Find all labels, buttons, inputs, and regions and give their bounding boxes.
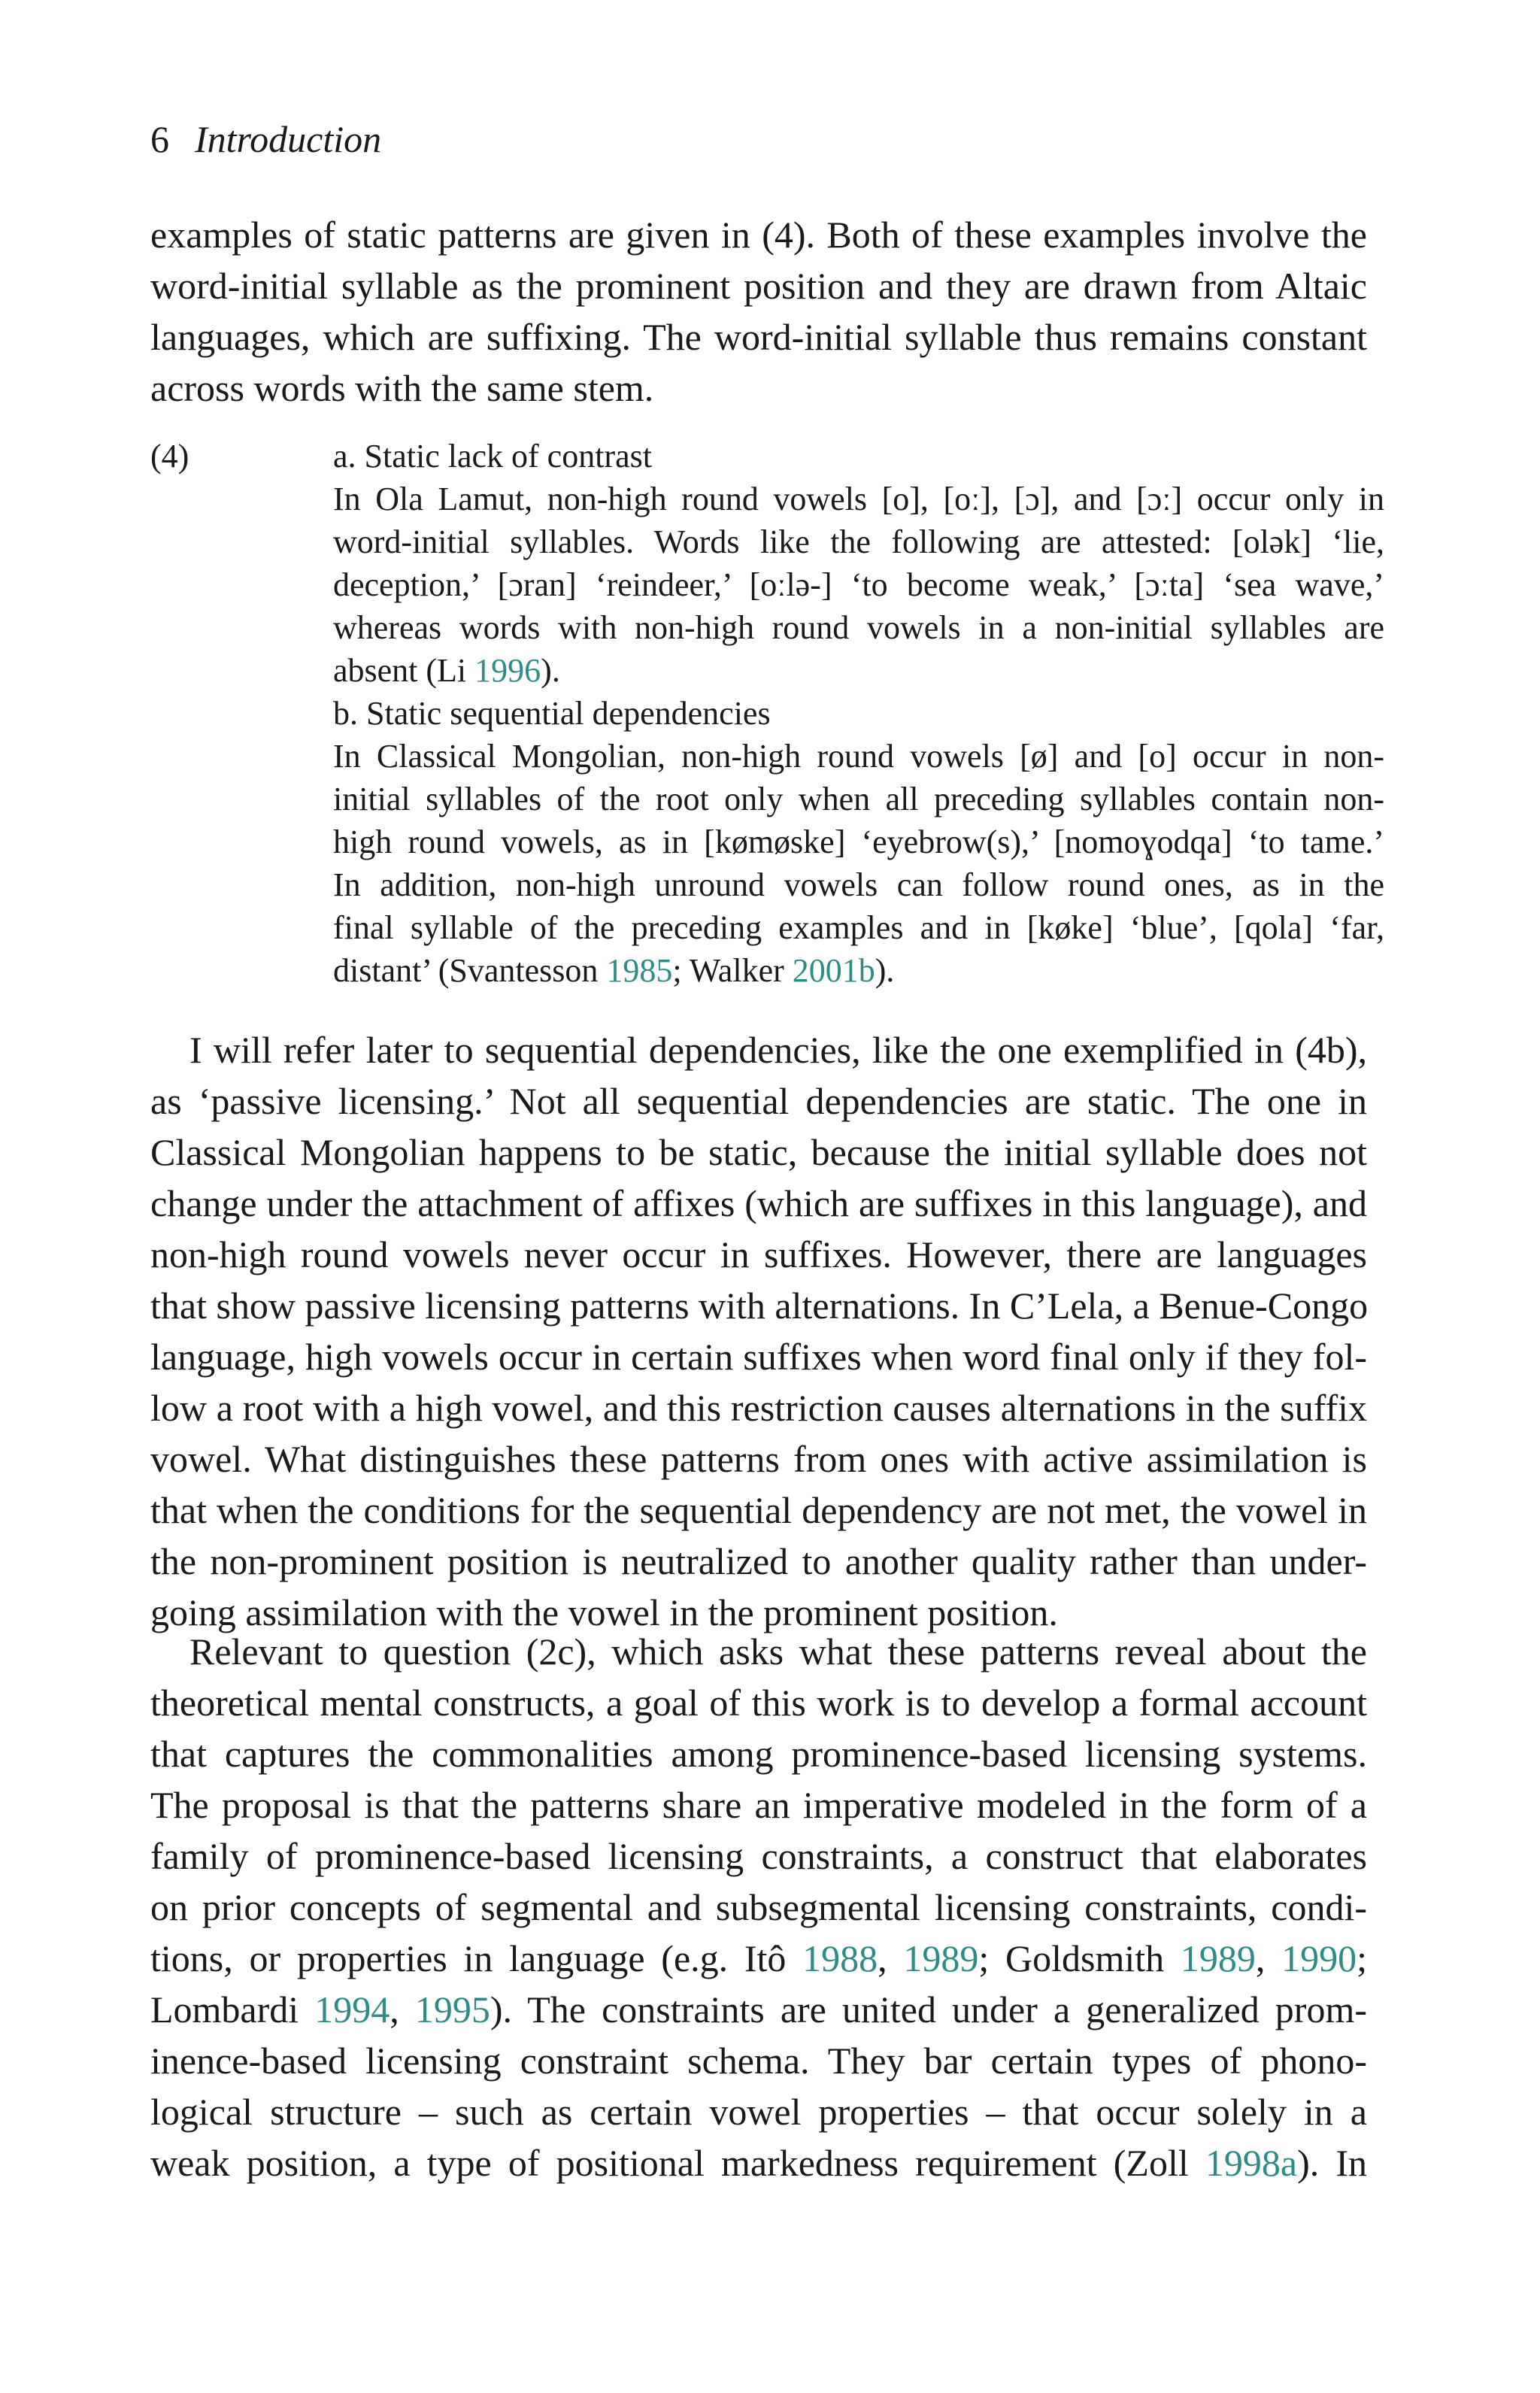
example-a-heading: [333, 435, 1367, 478]
citation-link-zoll-1998a[interactable]: 1998a: [1205, 2142, 1298, 2184]
text-line: family of prominence-based licensing constraints, a construct that elaborates: [150, 1835, 1367, 1877]
example-line: word-initial syllables. Words like the following are attested: [olək] ‘lie,: [333, 523, 1384, 560]
text-line: [150, 1984, 1367, 2035]
text-run: weak position, a type of positional markedness requirement (Zoll: [150, 2142, 1205, 2184]
text-line: going assimilation with the vowel in the prominent position.: [150, 1591, 1058, 1633]
citation-link-ito-1989[interactable]: 1989: [903, 1937, 979, 1979]
text-line: low a root with a high vowel, and this restriction causes alternations in the suffix: [150, 1387, 1367, 1429]
text-run: ). In: [1297, 2142, 1367, 2184]
text-line: across words with the same stem.: [150, 367, 654, 409]
text-line: that show passive licensing patterns with alternations. In C’Lela, a Benue-Congo: [150, 1284, 1369, 1327]
text-line: that when the conditions for the sequential dependency are not met, the vowel in: [150, 1489, 1367, 1531]
example-line: deception,’ [ɔran] ‘reindeer,’ [oːlə-] ‘to become weak,’ [ɔːta] ‘sea wave,’: [333, 566, 1384, 603]
paragraph-3: [150, 1626, 1367, 2188]
text-run: ).: [875, 952, 895, 989]
text-run: Lombardi: [150, 1988, 315, 2031]
text-line: examples of static patterns are given in (4). Both of these examples involve the: [150, 214, 1367, 256]
text-line: inence-based licensing constraint schema. They bar certain types of phono-: [150, 2040, 1367, 2082]
text-line: language, high vowels occur in certain suffixes when word final only if they fol-: [150, 1336, 1367, 1378]
example-item-b: [286, 692, 1384, 992]
text-run: ;: [1357, 1937, 1368, 1979]
text-run: ).: [541, 652, 560, 689]
text-run: ,: [878, 1937, 904, 1979]
example-line: initial syllables of the root only when all preceding syllables contain non-: [333, 781, 1384, 817]
text-line: Relevant to question (2c), which asks what these patterns reveal about the: [189, 1630, 1367, 1673]
paragraph-2: [150, 1024, 1367, 1638]
citation-link-walker-2001b[interactable]: 2001b: [792, 952, 875, 989]
text-run: absent (Li: [333, 652, 475, 689]
text-line: theoretical mental constructs, a goal of this work is to develop a formal account: [150, 1682, 1367, 1724]
citation-link-goldsmith-1989[interactable]: 1989: [1180, 1937, 1256, 1979]
text-line: [150, 2137, 1367, 2188]
text-run: tions, or properties in language (e.g. Itô: [150, 1937, 803, 1979]
example-line: whereas words with non-high round vowels in a non-initial syllables are: [333, 609, 1384, 646]
example-line: In Ola Lamut, non-high round vowels [o], [oː], [ɔ], and [ɔː] occur only in: [333, 481, 1384, 517]
text-line: non-high round vowels never occur in suffixes. However, there are languages: [150, 1233, 1367, 1275]
example-line: high round vowels, as in [kømøske] ‘eyebrow(s),’ [nomoɣodqa] ‘to tame.’: [333, 823, 1384, 860]
running-header: [150, 113, 381, 165]
example-a-title: Static lack of contrast: [364, 438, 652, 475]
text-run: ). The constraints are united under a generalized prom-: [490, 1988, 1367, 2031]
example-line: final syllable of the preceding examples and in [køke] ‘blue’, [qola] ‘far,: [333, 909, 1384, 946]
text-line: change under the attachment of affixes (which are suffixes in this language), and: [150, 1182, 1367, 1224]
chapter-title: Introduction: [195, 118, 382, 160]
text-line: as ‘passive licensing.’ Not all sequential dependencies are static. The one in: [150, 1080, 1367, 1122]
text-run: ,: [1255, 1937, 1282, 1979]
example-line: [333, 649, 1384, 692]
text-run: ,: [390, 1988, 415, 2031]
text-line: that captures the commonalities among prominence-based licensing systems.: [150, 1733, 1367, 1775]
example-a-label: a.: [333, 438, 356, 475]
text-run: distant’ (Svantesson: [333, 952, 607, 989]
example-line: In addition, non-high unround vowels can follow round ones, as in the: [333, 866, 1384, 903]
text-line: The proposal is that the patterns share an imperative modeled in the form of a: [150, 1784, 1367, 1826]
text-line: I will refer later to sequential dependencies, like the one exemplified in (4b),: [189, 1029, 1367, 1071]
text-run: ; Walker: [672, 952, 793, 989]
citation-link-li-1996[interactable]: 1996: [474, 652, 541, 689]
text-line: languages, which are suffixing. The word-initial syllable thus remains constant: [150, 316, 1367, 358]
page-number: 6: [150, 118, 169, 160]
text-line: Classical Mongolian happens to be static, because the initial syllable does not: [150, 1131, 1367, 1173]
citation-link-ito-1988[interactable]: 1988: [802, 1937, 878, 1979]
example-item-a: [286, 435, 1384, 692]
citation-link-svantesson-1985[interactable]: 1985: [606, 952, 673, 989]
text-run: ; Goldsmith: [978, 1937, 1181, 1979]
citation-link-lombardi-1994[interactable]: 1994: [314, 1988, 390, 2031]
text-line: the non-prominent position is neutralized to another quality rather than under-: [150, 1540, 1367, 1582]
example-line: In Classical Mongolian, non-high round vowels [ø] and [o] occur in non-: [333, 738, 1384, 775]
text-line: logical structure – such as certain vowel properties – that occur solely in a: [150, 2091, 1367, 2133]
citation-link-lombardi-1995[interactable]: 1995: [414, 1988, 490, 2031]
text-line: [150, 1933, 1367, 1984]
example-b-title: Static sequential dependencies: [366, 695, 771, 732]
text-line: vowel. What distinguishes these patterns from ones with active assimilation is: [150, 1438, 1367, 1480]
paragraph-1: [150, 209, 1367, 414]
text-line: on prior concepts of segmental and subsegmental licensing constraints, condi-: [150, 1886, 1367, 1928]
text-line: word-initial syllable as the prominent position and they are drawn from Altaic: [150, 265, 1367, 307]
example-number: (4): [150, 438, 189, 475]
example-line: [333, 949, 1384, 992]
example-b-label: b.: [333, 695, 358, 732]
example-b-heading: [333, 692, 1367, 735]
citation-link-goldsmith-1990[interactable]: 1990: [1281, 1937, 1357, 1979]
